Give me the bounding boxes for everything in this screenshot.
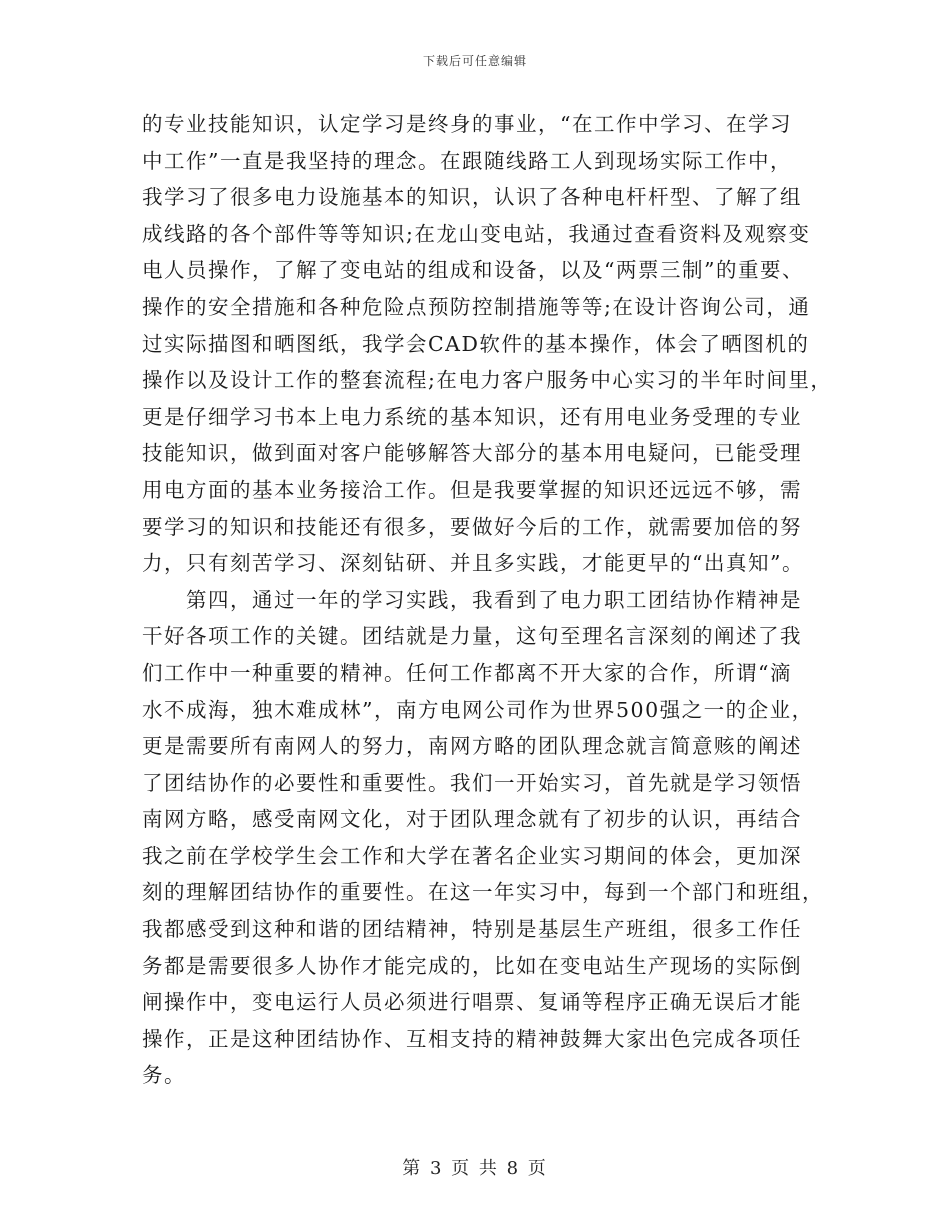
page-header: 下载后可任意编辑: [422, 54, 527, 68]
document-body: [142, 106, 833, 1094]
text-line: 中工作”一直是我坚持的理念。在跟随线路工人到现场实际工作中，: [142, 148, 792, 173]
text-line: 更是需要所有南网人的努力，南网方略的团队理念就言简意赅的阐述: [142, 734, 802, 759]
text-line: 要学习的知识和技能还有很多，要做好今后的工作，就需要加倍的努: [142, 514, 802, 539]
text-line: 我都感受到这种和谐的团结精神，特别是基层生产班组，很多工作任: [142, 917, 802, 942]
paragraph-start-line: 第四，通过一年的学习实践，我看到了电力职工团结协作精神是: [186, 587, 802, 612]
text-line: 们工作中一种重要的精神。任何工作都离不开大家的合作，所谓“滴: [142, 660, 792, 685]
text-line: 用电方面的基本业务接洽工作。但是我要掌握的知识还远远不够，需: [142, 477, 802, 502]
text-line: 过实际描图和晒图纸，我学会CAD软件的基本操作，体会了晒图机的: [142, 331, 810, 356]
text-line: 务都是需要很多人协作才能完成的，比如在变电站生产现场的实际倒: [142, 953, 802, 978]
text-line: 南网方略，感受南网文化，对于团队理念就有了初步的认识，再结合: [142, 807, 802, 832]
text-line: 闸操作中，变电运行人员必须进行唱票、复诵等程序正确无误后才能: [142, 990, 802, 1015]
text-line: 操作以及设计工作的整套流程;在电力客户服务中心实习的半年时间里，: [142, 368, 833, 393]
text-line: 操作的安全措施和各种危险点预防控制措施等等;在设计咨询公司，通: [142, 294, 811, 319]
text-line: 水不成海，独木难成林”，南方电网公司作为世界500强之一的企业，: [142, 697, 814, 722]
text-line: 务。: [142, 1063, 186, 1088]
text-line: 干好各项工作的关键。团结就是力量，这句至理名言深刻的阐述了我: [142, 624, 802, 649]
page-number-footer: 第 3 页 共 8 页: [402, 1158, 548, 1179]
text-line: 电人员操作，了解了变电站的组成和设备，以及“两票三制”的重要、: [142, 258, 804, 283]
text-line: 操作，正是这种团结协作、互相支持的精神鼓舞大家出色完成各项任: [142, 1026, 802, 1051]
text-line: 更是仔细学习书本上电力系统的基本知识，还有用电业务受理的专业: [142, 404, 802, 429]
text-line: 我之前在学校学生会工作和大学在著名企业实习期间的体会，更加深: [142, 843, 802, 868]
text-line: 的专业技能知识，认定学习是终身的事业，“在工作中学习、在学习: [142, 112, 792, 136]
text-line: 技能知识，做到面对客户能够解答大部分的基本用电疑问，已能受理: [142, 441, 802, 466]
text-line: 成线路的各个部件等等知识;在龙山变电站，我通过查看资料及观察变: [142, 221, 811, 246]
text-line: 我学习了很多电力设施基本的知识，认识了各种电杆杆型、了解了组: [142, 185, 802, 210]
text-line: 了团结协作的必要性和重要性。我们一开始实习，首先就是学习领悟: [142, 770, 802, 795]
text-line: 力，只有刻苦学习、深刻钻研、并且多实践，才能更早的“出真知”。: [142, 551, 804, 576]
text-line: 刻的理解团结协作的重要性。在这一年实习中，每到一个部门和班组，: [142, 880, 824, 905]
